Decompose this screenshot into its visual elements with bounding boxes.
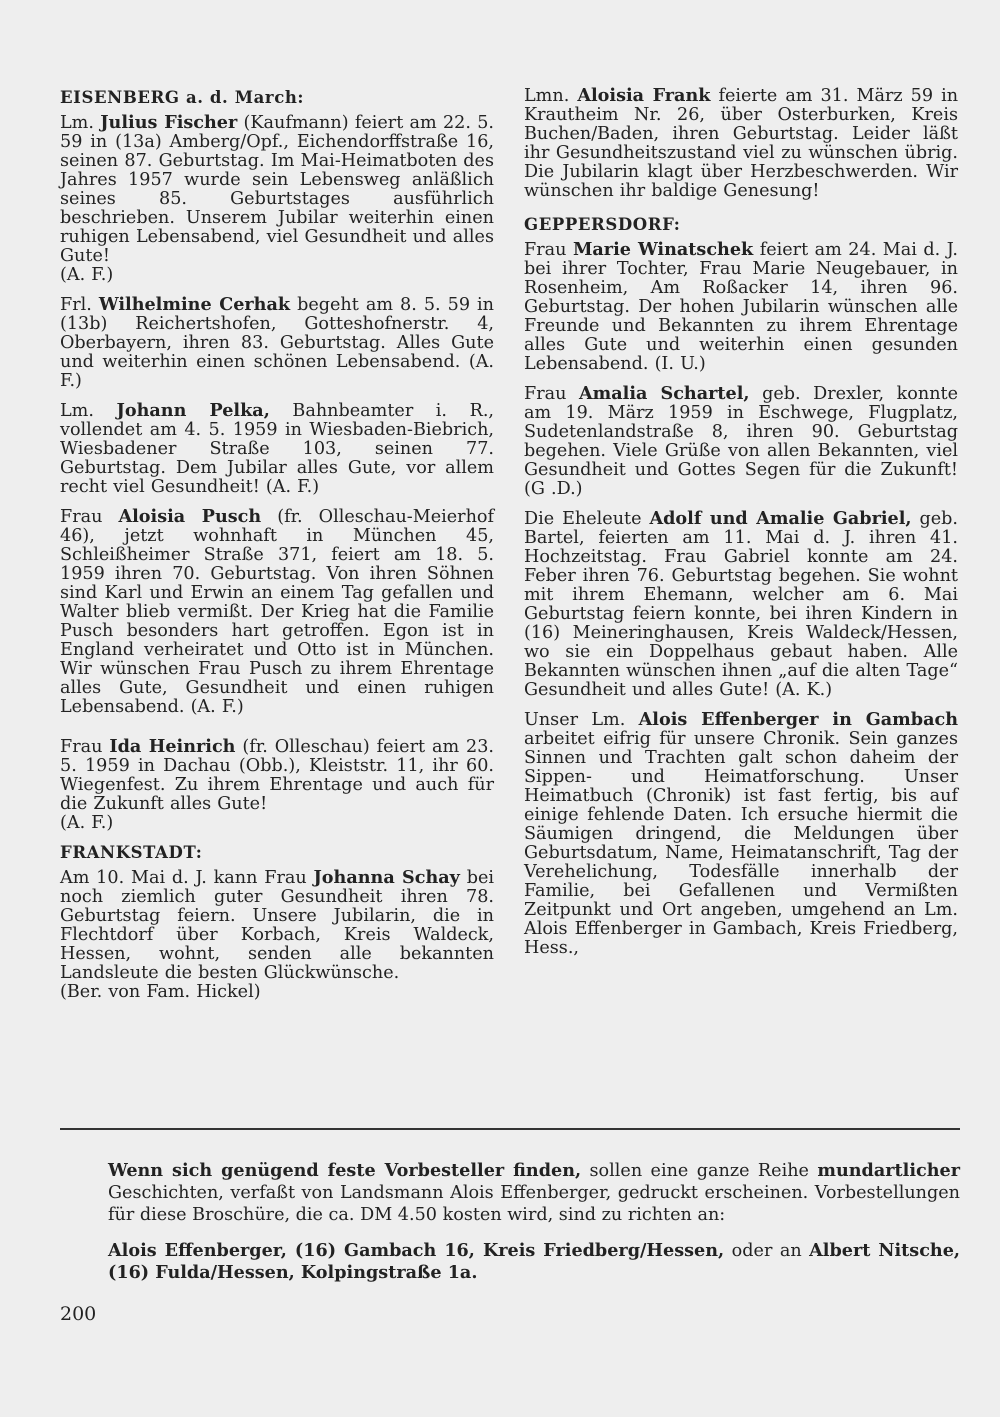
address-effenberger: Alois Effenberger, (16) Gambach 16, Kreis Friedberg/Hessen, <box>108 1240 725 1261</box>
person-name: Aloisia Pusch <box>118 506 262 527</box>
person-name: Wilhelmine Cerhak <box>98 294 291 315</box>
birthday-entry: Am 10. Mai d. J. kann Frau Johanna Schay bei noch ziemlich guter Gesundheit ihren 78. Geburtstag feiern. Unsere Jubilarin, die in Flechtdorf über Korbach, Kreis Waldeck, Hessen, wohnt, senden alle bekannten Landsleute die besten Glückwünsche. (Ber. von Fam. Hickel) <box>60 867 495 1002</box>
chronicle-entry: Unser Lm. Alois Effenberger in Gambach arbeitet eifrig für unsere Chronik. Sein ganzes Sinnen und Trachten galt schon daheim der Sippen- und Heimatforschung. Unser Heimatbuch (Chronik) ist fast fertig, bis auf einige fehlende Daten. Ich ersuche hiermit die Säumigen dringend, die Meldungen über Geburtsdatum, Name, Heimatanschrift, Tag der Verehelichung, Todesfälle innerhalb der Familie, bei Gefallenen und Vermißten Zeitpunkt und Ort angeben, umgehend an Lm. Alois Effenberger in Gambach, Kreis Friedberg, Hess., <box>524 709 959 958</box>
birthday-entry: Frau Ida Heinrich (fr. Olleschau) feiert am 23. 5. 1959 in Dachau (Obb.), Kleiststr. 11, ihr 60. Wiegenfest. Zu ihrem Ehrentage und auch für die Zukunft alles Gute! (A. F.) <box>60 736 495 833</box>
address-nitsche: Albert Nitsche, (16) Fulda/Hessen, Kolpingstraße 1a. <box>108 1240 961 1283</box>
person-name: Johann Pelka, <box>116 400 270 421</box>
birthday-entry: Frau Amalia Schartel, geb. Drexler, konnte am 19. März 1959 in Eschwege, Flugplatz, Sudetenlandstraße 8, ihren 90. Geburtstag begehen. Viele Grüße von allen Bekannten, viel Gesundheit und Gottes Segen für die Zukunft! (G .D.) <box>524 383 959 499</box>
person-name: Adolf und Amalie Gabriel, <box>649 508 912 529</box>
right-column <box>524 85 959 968</box>
birthday-entry: Frau Marie Winatschek feiert am 24. Mai d. J. bei ihrer Tochter, Frau Marie Neugebauer, in Rosenheim, Am Roßacker 14, ihren 96. Geburtstag. Der hohen Jubilarin wünschen alle Freunde und Bekannten zu ihrem Ehrentage alles Gute und weiterhin einen gesunden Lebensabend. (I. U.) <box>524 239 958 374</box>
preorder-notice <box>108 1160 960 1298</box>
author-signature: (A. F.) <box>60 265 114 285</box>
birthday-entry: Lm. Julius Fischer (Kaufmann) feiert am 22. 5. 59 in (13a) Amberg/Opf., Eichendorffstraße 16, seinen 87. Geburtstag. Im Mai-Heimatboten des Jahres 1957 wurde sein Lebensweg anläßlich seines 85. Geburtstages ausführlich beschrieben. Unserem Jubilar weiterhin einen ruhigen Lebensabend, viel Gesundheit und alles Gute! (A. F.) <box>60 112 494 285</box>
person-name: Julius Fischer <box>100 112 238 133</box>
person-name: Marie Winatschek <box>572 239 754 260</box>
section-heading-frankstadt: FRANKSTADT: <box>60 843 203 862</box>
birthday-entry: Frau Aloisia Pusch (fr. Olleschau-Meierhof 46), jetzt wohnhaft in München 45, Schleißheimer Straße 371, feiert am 18. 5. 1959 ihren 70. Geburtstag. Von ihren Söhnen sind Karl und Erwin an einem Tag gefallen und Walter blieb vermißt. Der Krieg hat die Familie Pusch besonders hart getroffen. Egon ist in England verheiratet und Otto ist in München. Wir wünschen Frau Pusch zu ihrem Ehrentage alles Gute, Gesundheit und einen ruhigen Lebensabend. (A. F.) <box>60 506 495 717</box>
person-name: Amalia Schartel, <box>579 383 750 404</box>
person-name: Alois Effenberger in Gambach <box>638 709 959 730</box>
birthday-entry: Lmn. Aloisia Frank feierte am 31. März 59 in Krautheim Nr. 26, über Osterburken, Kreis Buchen/Baden, ihren Geburtstag. Leider läßt ihr Gesundheitszustand viel zu wünschen übrig. Die Jubilarin klagt über Herzbeschwerden. Wir wünschen ihr baldige Genesung! <box>524 85 959 201</box>
birthday-entry: Frl. Wilhelmine Cerhak begeht am 8. 5. 59 in (13b) Reichertshofen, Gotteshofnerstr. 4, Oberbayern, ihren 83. Geburtstag. Alles Gute und weiterhin einen schönen Lebensabend. (A. F.) <box>60 294 495 391</box>
page-number: 200 <box>60 1303 97 1325</box>
horizontal-divider <box>60 1128 960 1130</box>
section-heading-eisenberg: EISENBERG a. d. March: <box>60 88 305 107</box>
left-column <box>60 88 494 1012</box>
person-name: Aloisia Frank <box>577 85 711 106</box>
section-heading-geppersdorf: GEPPERSDORF: <box>524 215 681 234</box>
notice-addresses: Alois Effenberger, (16) Gambach 16, Kreis Friedberg/Hessen, oder an Albert Nitsche, (16) Fulda/Hessen, Kolpingstraße 1a. <box>108 1240 961 1283</box>
anniversary-entry: Die Eheleute Adolf und Amalie Gabriel, geb. Bartel, feierten am 11. Mai d. J. ihren 41. Hochzeitstag. Frau Gabriel konnte am 24. Feber ihren 76. Geburtstag begehen. Sie wohnt mit ihrem Ehemann, welcher am 6. Mai Geburtstag feiern konnte, bei ihren Kindern in (16) Meineringhausen, Kreis Waldeck/Hessen, wo sie ein Doppelhaus gebaut haben. Alle Bekannten wünschen ihnen „auf die alten Tage“ Gesundheit und alles Gute! (A. K.) <box>524 508 959 700</box>
notice-paragraph: Wenn sich genügend feste Vorbesteller finden, sollen eine ganze Reihe mundartlicher Geschichten, verfaßt von Landsmann Alois Effenberger, gedruckt erscheinen. Vorbestellungen für diese Broschüre, die ca. DM 4.50 kosten wird, sind zu richten an: <box>108 1160 960 1225</box>
person-name: Johanna Schay <box>313 867 460 888</box>
person-name: Ida Heinrich <box>109 736 236 757</box>
author-signature: (Ber. von Fam. Hickel) <box>60 982 261 1002</box>
author-signature: (A. F.) <box>60 813 114 833</box>
birthday-entry: Lm. Johann Pelka, Bahnbeamter i. R., vollendet am 4. 5. 1959 in Wiesbaden-Biebrich, Wiesbadener Straße 103, seinen 77. Geburtstag. Dem Jubilar alles Gute, vor allem recht viel Gesundheit! (A. F.) <box>60 400 495 497</box>
